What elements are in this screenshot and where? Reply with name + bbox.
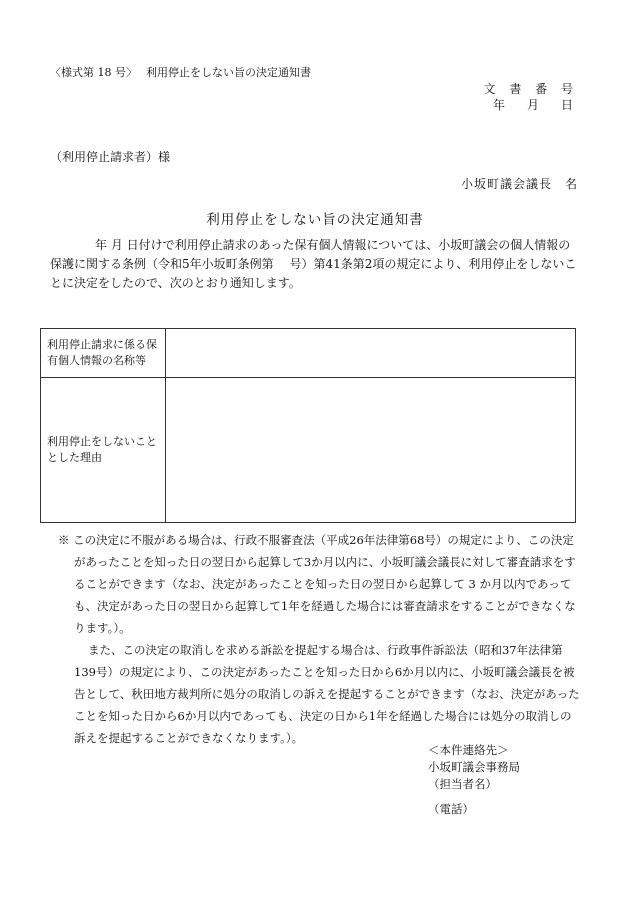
contact-block (428, 742, 520, 818)
body-paragraph: 年 月 日付けで利用停止請求のあった保有個人情報については、小坂町議会の個人情報の保護に関する条例（令和5年小坂町条例第 号）第41条第2項の規定により、利用停止をしないことに決定をしたので、次のとおり通知します。 (50, 238, 577, 290)
table-row-value (166, 378, 576, 523)
addressee: （利用停止請求者）様 (50, 150, 171, 164)
form-number-title: 〈様式第 18 号〉 利用停止をしない旨の決定通知書 (50, 66, 311, 79)
table-row (41, 378, 576, 523)
contact-phone: （電話） (428, 802, 474, 816)
contact-office: 小坂町議会事務局 (428, 760, 520, 774)
date-label: 年 月 日 (492, 98, 578, 112)
table-row-value (166, 329, 576, 378)
contact-heading: ＜本件連絡先＞ (428, 743, 509, 757)
table-row (41, 329, 576, 378)
document-title: 利用停止をしない旨の決定通知書 (206, 212, 424, 228)
table-row-label: 利用停止請求に係る保有個人情報の名称等 (41, 329, 166, 378)
appeal-note-paragraph-2: また、この決定の取消しを求める訴訟を提起する場合は、行政事件訴訟法（昭和37年法律第139号）の規定により、この決定があったことを知った日から6か月以内に、小坂町議会議長を被告として、秋田地方裁判所に処分の取消しの訴えを提起することができます（なお、決定があったことを知った日から6か月以内であっても、決定の日から1年を経過した場合には処分の取消しの訴えを提起することができなくなります。）。 (74, 643, 580, 745)
table-row-label: 利用停止をしないこととした理由 (41, 378, 166, 523)
sender: 小坂町議会議長 名 (460, 177, 578, 191)
info-table (40, 328, 576, 523)
contact-person: （担当者名） (428, 777, 497, 791)
appeal-note-paragraph-1: ※ この決定に不服がある場合は、行政不服審査法（平成26年法律第68号）の規定により、この決定があったことを知った日の翌日から起算して3か月以内に、小坂町議会議長に対して審査請求をすることができます（なお、決定があったことを知った日の翌日から起算して 3 か月以内であっても、決定があった日の翌日から起算して1年を経過した場合には審査請求をすることができなくなります。）。 (58, 533, 576, 635)
document-number-label: 文 書 番 号 (483, 82, 578, 96)
appeal-note (58, 529, 580, 749)
